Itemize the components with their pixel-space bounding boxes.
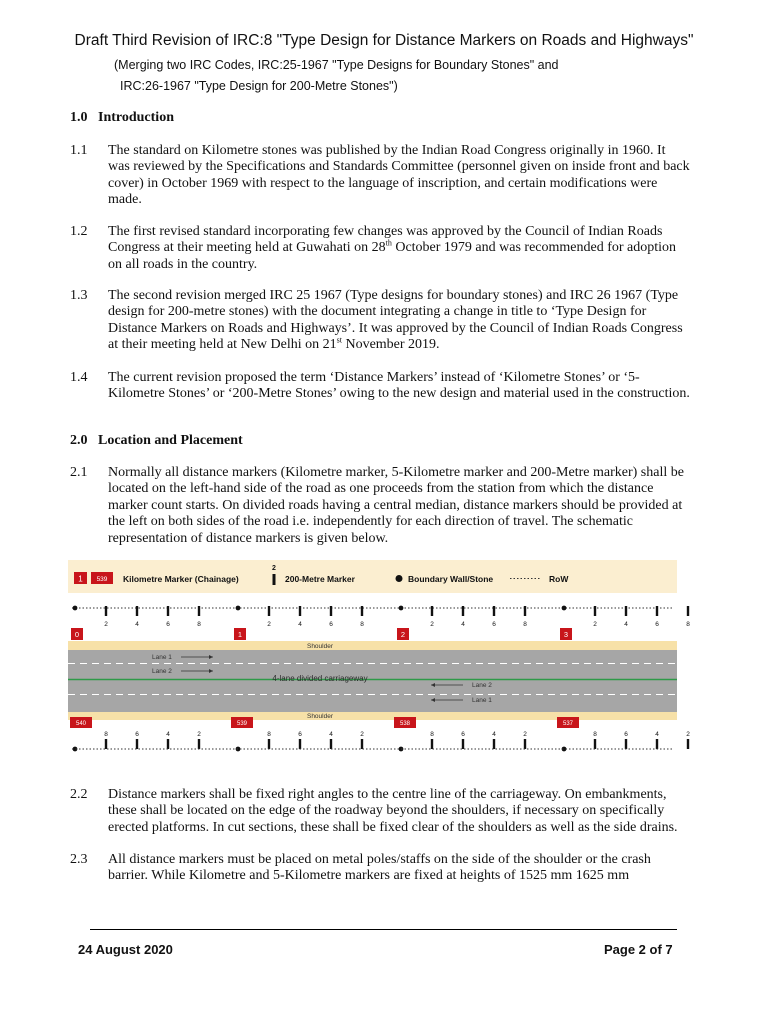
section-heading-location (70, 433, 243, 449)
200m-marker-label: 8 (104, 731, 108, 738)
200m-marker-label: 4 (298, 621, 302, 628)
200m-marker-label: 4 (492, 731, 496, 738)
boundary-dot-icon (73, 606, 78, 611)
legend-boundary-label: Boundary Wall/Stone (408, 574, 494, 584)
200m-marker-label: 4 (624, 621, 628, 628)
legend-200m-marker-icon (273, 574, 276, 585)
200m-marker-label: 6 (492, 621, 496, 628)
paragraph-number: 2.2 (70, 787, 88, 802)
200m-marker-icon (268, 606, 270, 616)
200m-marker-icon (431, 606, 433, 616)
footer-date: 24 August 2020 (78, 942, 173, 957)
footer-page-number: Page 2 of 7 (604, 942, 673, 957)
200m-marker-label: 8 (686, 621, 690, 628)
paragraph-number: 2.1 (70, 465, 88, 480)
paragraph-text: All distance markers must be placed on metal poles/staffs on the side of the shoulder or the crash barrier. While Kilometre and 5-Kilometre markers are fixed at heights of 1525 mm 1625 mm (108, 852, 651, 884)
200m-marker-icon (299, 739, 301, 749)
km-marker-label: 538 (399, 721, 411, 727)
km-marker-label: 0 (74, 630, 80, 639)
200m-marker-label: 8 (267, 731, 271, 738)
km-marker-label: 540 (75, 721, 87, 727)
km-marker-label: 1 (237, 630, 243, 639)
paragraph-2-3 (70, 852, 690, 885)
200m-marker-label: 4 (655, 731, 659, 738)
200m-marker-label: 2 (593, 621, 597, 628)
200m-marker-icon (462, 606, 464, 616)
text-segment: October 1979 and was recommended for adoption on all roads in the country. (108, 240, 677, 272)
200m-marker-label: 2 (267, 621, 271, 628)
shoulder-bottom (68, 712, 677, 720)
paragraph-text: The standard on Kilometre stones was published by the Indian Road Congress originally in 1960. It was reviewed by the Specifications and Standards Committee (personnel given on inside front and back cover) in October 1969 with respect to the language of inscription, and certain modifications were made. (108, 143, 690, 208)
200m-marker-label: 8 (197, 621, 201, 628)
200m-marker-label: 2 (360, 731, 364, 738)
shoulder-bottom-label: Shoulder (306, 713, 334, 720)
legend-boundary-dot-icon (396, 575, 403, 582)
text-segment: The first revised standard incorporating few changes was approved by the Council of Indian Roads Congress at their meeting held at Guwahati on 28 (108, 224, 663, 256)
document-subtitle-line1: (Merging two IRC Codes, IRC:25-1967 "Type Designs for Boundary Stones" and (114, 58, 559, 72)
200m-marker-icon (330, 739, 332, 749)
200m-marker-label: 2 (104, 621, 108, 628)
200m-marker-label: 8 (360, 621, 364, 628)
lane2-bottom-label: Lane 2 (472, 682, 492, 689)
200m-marker-label: 2 (523, 731, 527, 738)
paragraph-number: 2.3 (70, 852, 88, 867)
200m-marker-label: 4 (461, 621, 465, 628)
legend-row-label: RoW (549, 574, 569, 584)
200m-marker-label: 2 (197, 731, 201, 738)
200m-marker-icon (625, 606, 627, 616)
paragraph-number: 1.4 (70, 370, 88, 385)
paragraph-text (108, 288, 690, 354)
200m-marker-icon (656, 606, 658, 616)
paragraph-1-2 (70, 224, 690, 273)
section-title: Introduction (98, 110, 174, 125)
boundary-dot-icon (399, 606, 404, 611)
km-marker-label: 539 (236, 721, 248, 727)
lane1-top-label: Lane 1 (152, 654, 172, 661)
boundary-dot-icon (562, 606, 567, 611)
legend-km-box-text: 1 (78, 574, 83, 584)
section-heading-introduction (70, 110, 174, 126)
paragraph-1-4 (70, 370, 690, 403)
distance-marker-schematic (68, 560, 690, 770)
200m-marker-label: 6 (135, 731, 139, 738)
paragraph-number: 1.1 (70, 143, 88, 158)
200m-marker-label: 6 (329, 621, 333, 628)
200m-marker-label: 6 (655, 621, 659, 628)
top-km-markers (71, 628, 572, 640)
200m-marker-icon (594, 739, 596, 749)
paragraph-1-3 (70, 288, 690, 354)
200m-marker-icon (493, 739, 495, 749)
ordinal-suffix: st (336, 335, 342, 345)
200m-marker-icon (299, 606, 301, 616)
200m-marker-icon (524, 606, 526, 616)
200m-marker-icon (105, 606, 107, 616)
200m-marker-icon (493, 606, 495, 616)
paragraph-text: Distance markers shall be fixed right angles to the centre line of the carriageway. On embankments, these shall be located on the edge of the roadway beyond the shoulders, if necessary on specifically erected platforms. In cut sections, these shall be fixed clear of the shoulders as well as the side drains. (108, 787, 678, 835)
200m-marker-icon (462, 739, 464, 749)
200m-marker-label: 4 (135, 621, 139, 628)
200m-marker-icon (268, 739, 270, 749)
text-segment: November 2019. (341, 337, 440, 353)
200m-marker-icon (594, 606, 596, 616)
paragraph-number: 1.3 (70, 288, 88, 303)
paragraph-2-1 (70, 465, 690, 547)
200m-marker-label: 8 (593, 731, 597, 738)
boundary-dot-icon (236, 606, 241, 611)
paragraph-number: 1.2 (70, 224, 88, 239)
200m-marker-icon (625, 739, 627, 749)
legend-200m-number: 2 (272, 565, 276, 572)
paragraph-text: Normally all distance markers (Kilometre marker, 5-Kilometre marker and 200-Metre marker) shall be located on the left-hand side of the road as one proceeds from the station from which the distance marker count starts. On divided roads having a central median, distance markers should be provided at the left on both sides of the road i.e. independently for each direction of travel. The schematic representation of distance markers is given below. (108, 465, 684, 546)
shoulder-top (68, 641, 677, 650)
200m-marker-label: 4 (329, 731, 333, 738)
200m-marker-icon (198, 739, 200, 749)
200m-marker-label: 6 (624, 731, 628, 738)
200m-marker-icon (361, 739, 363, 749)
ordinal-suffix: th (385, 238, 392, 248)
km-marker-label: 537 (562, 721, 574, 727)
shoulder-top-label: Shoulder (306, 643, 334, 650)
200m-marker-icon (687, 606, 689, 616)
footer-divider (90, 929, 677, 930)
200m-marker-icon (105, 739, 107, 749)
200m-marker-label: 2 (430, 621, 434, 628)
carriageway-label: 4-lane divided carriageway (272, 674, 368, 683)
200m-marker-icon (136, 606, 138, 616)
km-marker-label: 3 (563, 630, 569, 639)
200m-marker-label: 6 (461, 731, 465, 738)
section-title: Location and Placement (98, 433, 243, 448)
200m-marker-label: 4 (166, 731, 170, 738)
200m-marker-icon (361, 606, 363, 616)
legend-200m-label: 200-Metre Marker (285, 574, 355, 584)
legend-km-label: Kilometre Marker (Chainage) (123, 574, 239, 584)
paragraph-1-1 (70, 143, 690, 209)
section-number: 1.0 (70, 110, 88, 125)
200m-marker-icon (431, 739, 433, 749)
paragraph-2-2 (70, 787, 690, 836)
legend-chainage-box-text: 539 (96, 576, 108, 583)
200m-marker-label: 8 (430, 731, 434, 738)
lane1-bottom-label: Lane 1 (472, 697, 492, 704)
text-segment: The second revision merged IRC 25 1967 (Type designs for boundary stones) and IRC 26 1967 (Type design for 200-metre stones) with the document integrating a change in title to ‘Type Design for Distance Markers on Roads and Highways’. It was approved by the Council of Indian Roads Congress at their meeting held at New Delhi on 21 (108, 288, 683, 353)
200m-marker-label: 6 (166, 621, 170, 628)
200m-marker-icon (136, 739, 138, 749)
200m-marker-icon (167, 739, 169, 749)
200m-marker-label: 6 (298, 731, 302, 738)
bottom-marker-row (73, 731, 691, 751)
200m-marker-icon (198, 606, 200, 616)
document-title: Draft Third Revision of IRC:8 "Type Design for Distance Markers on Roads and Highways" (74, 32, 694, 49)
km-marker-label: 2 (400, 630, 406, 639)
top-marker-row (73, 606, 691, 628)
200m-marker-label: 2 (686, 731, 690, 738)
200m-marker-icon (656, 739, 658, 749)
paragraph-text: The current revision proposed the term ‘Distance Markers’ instead of ‘Kilometre Stones’ or ‘5-Kilometre Stones’ or ‘200-Metre Stones’ owing to the new design and material used in the construction. (108, 370, 690, 402)
200m-marker-icon (687, 739, 689, 749)
section-number: 2.0 (70, 433, 88, 448)
document-subtitle-line2: IRC:26-1967 "Type Design for 200-Metre Stones") (120, 79, 398, 93)
200m-marker-label: 8 (523, 621, 527, 628)
200m-marker-icon (524, 739, 526, 749)
paragraph-text (108, 224, 690, 273)
200m-marker-icon (167, 606, 169, 616)
200m-marker-icon (330, 606, 332, 616)
lane2-top-label: Lane 2 (152, 668, 172, 675)
